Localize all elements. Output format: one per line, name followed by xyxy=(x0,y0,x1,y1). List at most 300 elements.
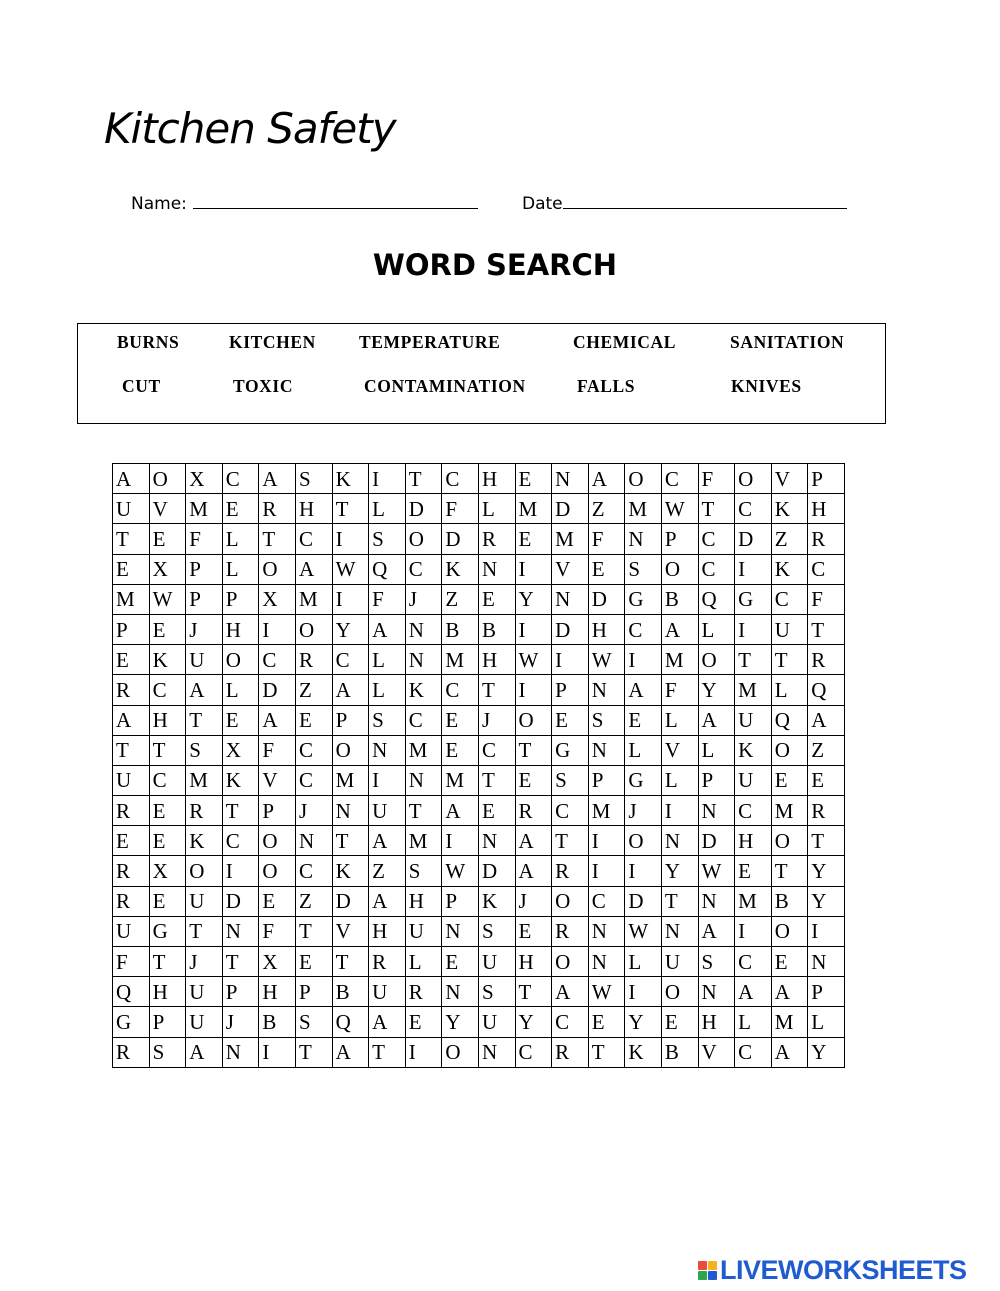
grid-cell[interactable]: A xyxy=(259,705,296,735)
grid-cell[interactable]: C xyxy=(405,554,442,584)
grid-cell[interactable]: A xyxy=(588,464,625,494)
grid-cell[interactable]: T xyxy=(735,645,772,675)
grid-cell[interactable]: T xyxy=(405,796,442,826)
grid-cell[interactable]: F xyxy=(661,675,698,705)
grid-cell[interactable]: Z xyxy=(369,856,406,886)
grid-cell[interactable]: R xyxy=(369,947,406,977)
grid-cell[interactable]: D xyxy=(222,886,259,916)
grid-cell[interactable]: F xyxy=(588,524,625,554)
grid-cell[interactable]: F xyxy=(113,947,150,977)
grid-cell[interactable]: E xyxy=(259,886,296,916)
grid-cell[interactable]: R xyxy=(808,524,845,554)
grid-cell[interactable]: E xyxy=(149,826,186,856)
grid-cell[interactable]: V xyxy=(259,765,296,795)
grid-cell[interactable]: U xyxy=(478,1007,515,1037)
grid-cell[interactable]: A xyxy=(332,1037,369,1067)
grid-cell[interactable]: T xyxy=(515,977,552,1007)
grid-cell[interactable]: O xyxy=(442,1037,479,1067)
grid-cell[interactable]: N xyxy=(222,916,259,946)
grid-cell[interactable]: Y xyxy=(808,856,845,886)
grid-cell[interactable]: W xyxy=(588,645,625,675)
grid-cell[interactable]: O xyxy=(552,886,589,916)
grid-cell[interactable]: X xyxy=(186,464,223,494)
grid-cell[interactable]: F xyxy=(808,584,845,614)
grid-cell[interactable]: O xyxy=(661,554,698,584)
grid-cell[interactable]: V xyxy=(661,735,698,765)
grid-cell[interactable]: A xyxy=(661,614,698,644)
grid-cell[interactable]: Y xyxy=(625,1007,662,1037)
grid-cell[interactable]: X xyxy=(259,947,296,977)
grid-cell[interactable]: C xyxy=(442,464,479,494)
grid-cell[interactable]: U xyxy=(405,916,442,946)
grid-cell[interactable]: C xyxy=(332,645,369,675)
grid-cell[interactable]: T xyxy=(222,947,259,977)
grid-cell[interactable]: K xyxy=(478,886,515,916)
grid-cell[interactable]: V xyxy=(771,464,808,494)
grid-cell[interactable]: J xyxy=(478,705,515,735)
grid-cell[interactable]: E xyxy=(478,796,515,826)
grid-cell[interactable]: S xyxy=(625,554,662,584)
grid-cell[interactable]: B xyxy=(259,1007,296,1037)
grid-cell[interactable]: N xyxy=(478,826,515,856)
grid-cell[interactable]: U xyxy=(369,977,406,1007)
grid-cell[interactable]: N xyxy=(552,584,589,614)
grid-cell[interactable]: E xyxy=(113,826,150,856)
grid-cell[interactable]: E xyxy=(661,1007,698,1037)
grid-cell[interactable]: C xyxy=(625,614,662,644)
grid-cell[interactable]: Y xyxy=(442,1007,479,1037)
grid-cell[interactable]: C xyxy=(222,826,259,856)
grid-cell[interactable]: A xyxy=(771,1037,808,1067)
grid-cell[interactable]: O xyxy=(149,464,186,494)
grid-cell[interactable]: S xyxy=(698,947,735,977)
grid-cell[interactable]: P xyxy=(552,675,589,705)
grid-cell[interactable]: N xyxy=(808,947,845,977)
grid-cell[interactable]: D xyxy=(698,826,735,856)
grid-cell[interactable]: A xyxy=(186,1037,223,1067)
grid-cell[interactable]: C xyxy=(588,886,625,916)
grid-cell[interactable]: C xyxy=(149,765,186,795)
grid-cell[interactable]: C xyxy=(698,554,735,584)
grid-cell[interactable]: I xyxy=(515,614,552,644)
grid-cell[interactable]: L xyxy=(698,735,735,765)
grid-cell[interactable]: D xyxy=(405,494,442,524)
grid-cell[interactable]: C xyxy=(735,796,772,826)
grid-cell[interactable]: B xyxy=(661,1037,698,1067)
grid-cell[interactable]: E xyxy=(442,705,479,735)
grid-cell[interactable]: N xyxy=(405,614,442,644)
grid-cell[interactable]: H xyxy=(149,705,186,735)
grid-cell[interactable]: V xyxy=(332,916,369,946)
grid-cell[interactable]: E xyxy=(588,1007,625,1037)
grid-cell[interactable]: L xyxy=(625,735,662,765)
grid-cell[interactable]: T xyxy=(186,705,223,735)
grid-cell[interactable]: B xyxy=(771,886,808,916)
grid-cell[interactable]: C xyxy=(735,947,772,977)
grid-cell[interactable]: P xyxy=(149,1007,186,1037)
grid-cell[interactable]: W xyxy=(588,977,625,1007)
grid-cell[interactable]: N xyxy=(698,796,735,826)
grid-cell[interactable]: P xyxy=(222,584,259,614)
grid-cell[interactable]: L xyxy=(405,947,442,977)
grid-cell[interactable]: U xyxy=(186,886,223,916)
grid-cell[interactable]: N xyxy=(442,977,479,1007)
grid-cell[interactable]: A xyxy=(332,675,369,705)
grid-cell[interactable]: Q xyxy=(698,584,735,614)
grid-cell[interactable]: O xyxy=(552,947,589,977)
grid-cell[interactable]: P xyxy=(808,464,845,494)
grid-cell[interactable]: S xyxy=(588,705,625,735)
grid-cell[interactable]: I xyxy=(588,856,625,886)
grid-cell[interactable]: T xyxy=(113,524,150,554)
grid-cell[interactable]: W xyxy=(332,554,369,584)
grid-cell[interactable]: T xyxy=(149,947,186,977)
grid-cell[interactable]: N xyxy=(588,675,625,705)
grid-cell[interactable]: R xyxy=(405,977,442,1007)
grid-cell[interactable]: A xyxy=(113,464,150,494)
grid-cell[interactable]: S xyxy=(149,1037,186,1067)
grid-cell[interactable]: Z xyxy=(588,494,625,524)
grid-cell[interactable]: D xyxy=(552,494,589,524)
grid-cell[interactable]: A xyxy=(771,977,808,1007)
grid-cell[interactable]: C xyxy=(405,705,442,735)
grid-cell[interactable]: A xyxy=(698,916,735,946)
grid-cell[interactable]: H xyxy=(478,645,515,675)
grid-cell[interactable]: E xyxy=(588,554,625,584)
grid-cell[interactable]: C xyxy=(259,645,296,675)
grid-cell[interactable]: F xyxy=(698,464,735,494)
grid-cell[interactable]: E xyxy=(149,796,186,826)
grid-cell[interactable]: A xyxy=(259,464,296,494)
grid-cell[interactable]: E xyxy=(735,856,772,886)
grid-cell[interactable]: P xyxy=(186,584,223,614)
grid-cell[interactable]: C xyxy=(735,494,772,524)
grid-cell[interactable]: T xyxy=(515,735,552,765)
grid-cell[interactable]: C xyxy=(808,554,845,584)
grid-cell[interactable]: U xyxy=(113,916,150,946)
grid-cell[interactable]: S xyxy=(478,916,515,946)
grid-cell[interactable]: R xyxy=(259,494,296,524)
grid-cell[interactable]: R xyxy=(478,524,515,554)
grid-cell[interactable]: M xyxy=(405,826,442,856)
grid-cell[interactable]: R xyxy=(186,796,223,826)
grid-cell[interactable]: T xyxy=(661,886,698,916)
grid-cell[interactable]: Y xyxy=(515,584,552,614)
grid-cell[interactable]: K xyxy=(735,735,772,765)
grid-cell[interactable]: Q xyxy=(369,554,406,584)
grid-cell[interactable]: U xyxy=(186,645,223,675)
grid-cell[interactable]: L xyxy=(222,524,259,554)
grid-cell[interactable]: P xyxy=(295,977,332,1007)
grid-cell[interactable]: C xyxy=(295,765,332,795)
grid-cell[interactable]: M xyxy=(442,645,479,675)
grid-cell[interactable]: P xyxy=(186,554,223,584)
grid-cell[interactable]: E xyxy=(771,947,808,977)
grid-cell[interactable]: A xyxy=(698,705,735,735)
grid-cell[interactable]: W xyxy=(515,645,552,675)
grid-cell[interactable]: O xyxy=(771,916,808,946)
grid-cell[interactable]: L xyxy=(222,554,259,584)
grid-cell[interactable]: A xyxy=(369,886,406,916)
grid-cell[interactable]: D xyxy=(478,856,515,886)
grid-cell[interactable]: C xyxy=(442,675,479,705)
grid-cell[interactable]: T xyxy=(808,614,845,644)
grid-cell[interactable]: E xyxy=(295,947,332,977)
grid-cell[interactable]: Z xyxy=(295,675,332,705)
grid-cell[interactable]: J xyxy=(186,614,223,644)
grid-cell[interactable]: E xyxy=(515,765,552,795)
grid-cell[interactable]: N xyxy=(405,645,442,675)
grid-cell[interactable]: I xyxy=(259,614,296,644)
grid-cell[interactable]: C xyxy=(515,1037,552,1067)
grid-cell[interactable]: T xyxy=(552,826,589,856)
grid-cell[interactable]: I xyxy=(332,524,369,554)
grid-cell[interactable]: O xyxy=(222,645,259,675)
grid-cell[interactable]: H xyxy=(808,494,845,524)
grid-cell[interactable]: K xyxy=(405,675,442,705)
grid-cell[interactable]: W xyxy=(698,856,735,886)
grid-cell[interactable]: S xyxy=(186,735,223,765)
grid-cell[interactable]: M xyxy=(735,886,772,916)
grid-cell[interactable]: K xyxy=(186,826,223,856)
grid-cell[interactable]: E xyxy=(515,464,552,494)
grid-cell[interactable]: K xyxy=(771,554,808,584)
grid-cell[interactable]: C xyxy=(295,524,332,554)
grid-cell[interactable]: F xyxy=(259,916,296,946)
grid-cell[interactable]: E xyxy=(515,916,552,946)
grid-cell[interactable]: A xyxy=(295,554,332,584)
grid-cell[interactable]: K xyxy=(332,464,369,494)
grid-cell[interactable]: C xyxy=(771,584,808,614)
grid-cell[interactable]: C xyxy=(149,675,186,705)
grid-cell[interactable]: T xyxy=(149,735,186,765)
grid-cell[interactable]: H xyxy=(478,464,515,494)
grid-cell[interactable]: I xyxy=(735,554,772,584)
grid-cell[interactable]: E xyxy=(222,494,259,524)
grid-cell[interactable]: F xyxy=(259,735,296,765)
grid-cell[interactable]: E xyxy=(405,1007,442,1037)
grid-cell[interactable]: R xyxy=(515,796,552,826)
grid-cell[interactable]: P xyxy=(661,524,698,554)
grid-cell[interactable]: N xyxy=(661,826,698,856)
grid-cell[interactable]: H xyxy=(222,614,259,644)
grid-cell[interactable]: J xyxy=(515,886,552,916)
grid-cell[interactable]: K xyxy=(332,856,369,886)
grid-cell[interactable]: S xyxy=(295,464,332,494)
grid-cell[interactable]: T xyxy=(405,464,442,494)
grid-cell[interactable]: R xyxy=(295,645,332,675)
grid-cell[interactable]: D xyxy=(625,886,662,916)
grid-cell[interactable]: D xyxy=(588,584,625,614)
grid-cell[interactable]: S xyxy=(478,977,515,1007)
grid-cell[interactable]: N xyxy=(625,524,662,554)
grid-cell[interactable]: N xyxy=(442,916,479,946)
grid-cell[interactable]: L xyxy=(661,765,698,795)
grid-cell[interactable]: Y xyxy=(332,614,369,644)
grid-cell[interactable]: E xyxy=(515,524,552,554)
grid-cell[interactable]: I xyxy=(735,916,772,946)
grid-cell[interactable]: P xyxy=(222,977,259,1007)
grid-cell[interactable]: R xyxy=(552,1037,589,1067)
grid-cell[interactable]: N xyxy=(552,464,589,494)
grid-cell[interactable]: I xyxy=(808,916,845,946)
grid-cell[interactable]: G xyxy=(735,584,772,614)
grid-cell[interactable]: O xyxy=(661,977,698,1007)
grid-cell[interactable]: I xyxy=(332,584,369,614)
grid-cell[interactable]: L xyxy=(661,705,698,735)
grid-cell[interactable]: L xyxy=(369,675,406,705)
grid-cell[interactable]: A xyxy=(515,826,552,856)
grid-cell[interactable]: Z xyxy=(442,584,479,614)
grid-cell[interactable]: P xyxy=(588,765,625,795)
grid-cell[interactable]: O xyxy=(332,735,369,765)
grid-cell[interactable]: F xyxy=(369,584,406,614)
grid-cell[interactable]: E xyxy=(442,947,479,977)
grid-cell[interactable]: G xyxy=(113,1007,150,1037)
grid-cell[interactable]: O xyxy=(259,826,296,856)
grid-cell[interactable]: G xyxy=(552,735,589,765)
grid-cell[interactable]: U xyxy=(478,947,515,977)
grid-cell[interactable]: M xyxy=(295,584,332,614)
grid-cell[interactable]: E xyxy=(113,554,150,584)
grid-cell[interactable]: X xyxy=(259,584,296,614)
grid-cell[interactable]: P xyxy=(698,765,735,795)
grid-cell[interactable]: P xyxy=(808,977,845,1007)
grid-cell[interactable]: I xyxy=(588,826,625,856)
grid-cell[interactable]: Q xyxy=(771,705,808,735)
grid-cell[interactable]: W xyxy=(661,494,698,524)
grid-cell[interactable]: N xyxy=(295,826,332,856)
grid-cell[interactable]: X xyxy=(149,554,186,584)
grid-cell[interactable]: K xyxy=(149,645,186,675)
grid-cell[interactable]: Z xyxy=(808,735,845,765)
grid-cell[interactable]: L xyxy=(698,614,735,644)
grid-cell[interactable]: S xyxy=(552,765,589,795)
grid-cell[interactable]: N xyxy=(478,554,515,584)
grid-cell[interactable]: T xyxy=(478,675,515,705)
grid-cell[interactable]: C xyxy=(295,856,332,886)
grid-cell[interactable]: J xyxy=(625,796,662,826)
grid-cell[interactable]: R xyxy=(113,1037,150,1067)
grid-cell[interactable]: L xyxy=(771,675,808,705)
grid-cell[interactable]: D xyxy=(259,675,296,705)
grid-cell[interactable]: I xyxy=(625,856,662,886)
grid-cell[interactable]: H xyxy=(149,977,186,1007)
grid-cell[interactable]: S xyxy=(405,856,442,886)
grid-cell[interactable]: I xyxy=(552,645,589,675)
grid-cell[interactable]: H xyxy=(588,614,625,644)
grid-cell[interactable]: A xyxy=(113,705,150,735)
grid-cell[interactable]: Q xyxy=(332,1007,369,1037)
grid-cell[interactable]: M xyxy=(113,584,150,614)
grid-cell[interactable]: J xyxy=(186,947,223,977)
grid-cell[interactable]: R xyxy=(113,796,150,826)
grid-cell[interactable]: T xyxy=(222,796,259,826)
grid-cell[interactable]: J xyxy=(405,584,442,614)
grid-cell[interactable]: M xyxy=(405,735,442,765)
grid-cell[interactable]: E xyxy=(552,705,589,735)
grid-cell[interactable]: U xyxy=(186,1007,223,1037)
grid-cell[interactable]: U xyxy=(113,494,150,524)
grid-cell[interactable]: H xyxy=(369,916,406,946)
grid-cell[interactable]: K xyxy=(222,765,259,795)
grid-cell[interactable]: T xyxy=(771,856,808,886)
grid-cell[interactable]: O xyxy=(625,826,662,856)
grid-cell[interactable]: E xyxy=(478,584,515,614)
grid-cell[interactable]: X xyxy=(222,735,259,765)
grid-cell[interactable]: O xyxy=(259,554,296,584)
grid-cell[interactable]: A xyxy=(186,675,223,705)
grid-cell[interactable]: M xyxy=(771,796,808,826)
grid-cell[interactable]: T xyxy=(332,826,369,856)
grid-cell[interactable]: T xyxy=(369,1037,406,1067)
grid-cell[interactable]: H xyxy=(515,947,552,977)
grid-cell[interactable]: P xyxy=(442,886,479,916)
grid-cell[interactable]: D xyxy=(442,524,479,554)
grid-cell[interactable]: O xyxy=(259,856,296,886)
grid-cell[interactable]: O xyxy=(405,524,442,554)
grid-cell[interactable]: K xyxy=(442,554,479,584)
grid-cell[interactable]: U xyxy=(113,765,150,795)
grid-cell[interactable]: C xyxy=(295,735,332,765)
grid-cell[interactable]: V xyxy=(552,554,589,584)
grid-cell[interactable]: M xyxy=(588,796,625,826)
grid-cell[interactable]: E xyxy=(222,705,259,735)
grid-cell[interactable]: T xyxy=(113,735,150,765)
grid-cell[interactable]: N xyxy=(698,977,735,1007)
grid-cell[interactable]: O xyxy=(625,464,662,494)
grid-cell[interactable]: H xyxy=(735,826,772,856)
grid-cell[interactable]: E xyxy=(113,645,150,675)
grid-cell[interactable]: F xyxy=(442,494,479,524)
grid-cell[interactable]: I xyxy=(515,675,552,705)
grid-cell[interactable]: K xyxy=(625,1037,662,1067)
grid-cell[interactable]: M xyxy=(332,765,369,795)
grid-cell[interactable]: D xyxy=(552,614,589,644)
grid-cell[interactable]: T xyxy=(332,947,369,977)
grid-cell[interactable]: U xyxy=(771,614,808,644)
grid-cell[interactable]: H xyxy=(259,977,296,1007)
grid-cell[interactable]: T xyxy=(259,524,296,554)
grid-cell[interactable]: R xyxy=(808,796,845,826)
grid-cell[interactable]: L xyxy=(369,645,406,675)
grid-cell[interactable]: O xyxy=(186,856,223,886)
grid-cell[interactable]: L xyxy=(478,494,515,524)
grid-cell[interactable]: S xyxy=(369,705,406,735)
grid-cell[interactable]: J xyxy=(222,1007,259,1037)
grid-cell[interactable]: R xyxy=(552,856,589,886)
grid-cell[interactable]: W xyxy=(149,584,186,614)
grid-cell[interactable]: C xyxy=(735,1037,772,1067)
grid-cell[interactable]: M xyxy=(186,494,223,524)
grid-cell[interactable]: F xyxy=(186,524,223,554)
grid-cell[interactable]: A xyxy=(808,705,845,735)
grid-cell[interactable]: Y xyxy=(515,1007,552,1037)
grid-cell[interactable]: T xyxy=(478,765,515,795)
grid-cell[interactable]: N xyxy=(478,1037,515,1067)
grid-cell[interactable]: I xyxy=(625,645,662,675)
grid-cell[interactable]: I xyxy=(259,1037,296,1067)
grid-cell[interactable]: W xyxy=(625,916,662,946)
grid-cell[interactable]: T xyxy=(588,1037,625,1067)
grid-cell[interactable]: K xyxy=(771,494,808,524)
grid-cell[interactable]: T xyxy=(186,916,223,946)
grid-cell[interactable]: E xyxy=(442,735,479,765)
grid-cell[interactable]: T xyxy=(295,916,332,946)
grid-cell[interactable]: O xyxy=(295,614,332,644)
grid-cell[interactable]: M xyxy=(552,524,589,554)
grid-cell[interactable]: E xyxy=(771,765,808,795)
